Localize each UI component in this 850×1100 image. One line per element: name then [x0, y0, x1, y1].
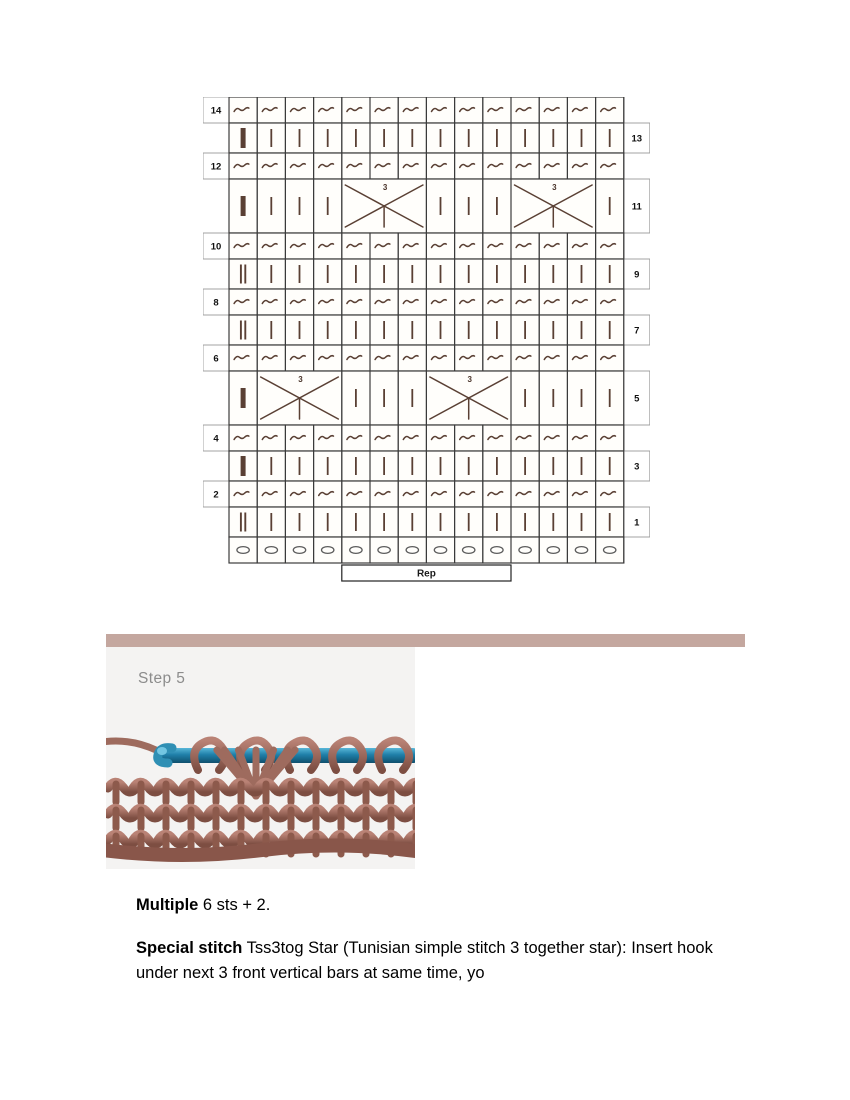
chart-row: [203, 425, 624, 451]
instructions-text: [136, 893, 756, 1004]
row-number-label: 11: [631, 201, 642, 213]
stitch-chart: [203, 97, 650, 597]
chart-row: [229, 123, 650, 153]
bold-bar-icon: [241, 196, 246, 216]
chart-row: [203, 345, 624, 371]
chart-row: [229, 259, 650, 289]
bold-bar-icon: [241, 456, 246, 476]
crochet-photo: [106, 700, 415, 869]
row-number-label: 5: [634, 393, 640, 405]
chart-row: [229, 537, 624, 563]
multiple-paragraph: [136, 893, 756, 918]
chart-row: [229, 371, 650, 425]
row-number-label: 4: [213, 433, 219, 445]
chart-row: [229, 451, 650, 481]
special-stitch-label: Special stitch: [136, 939, 243, 957]
row-number-label: 13: [631, 133, 643, 145]
step-photo-card: [106, 647, 415, 869]
star-count-label: 3: [298, 375, 303, 384]
row-number-label: 2: [213, 489, 219, 501]
step-label: Step 5: [138, 670, 186, 687]
rep-label: Rep: [416, 568, 436, 580]
bold-bar-icon: [241, 388, 246, 408]
multiple-label: Multiple: [136, 896, 199, 914]
special-stitch-paragraph: [136, 936, 756, 986]
row-number-label: 9: [634, 269, 640, 281]
rep-bracket: [342, 565, 511, 581]
row-number-label: 8: [213, 297, 219, 309]
row-number-label: 14: [210, 105, 222, 117]
chart-row: [229, 507, 650, 537]
bold-bar-icon: [241, 128, 246, 148]
row-number-label: 1: [634, 517, 640, 529]
chart-row: [229, 315, 650, 345]
chart-row: [203, 97, 624, 123]
stitch-chart-svg: [203, 97, 650, 597]
row-number-label: 6: [213, 353, 219, 365]
chart-row: [203, 153, 624, 179]
row-number-label: 7: [634, 325, 640, 337]
star-count-label: 3: [467, 375, 472, 384]
chart-row: [203, 233, 624, 259]
multiple-value: 6 sts + 2.: [198, 896, 271, 914]
chart-row: [203, 289, 624, 315]
row-number-label: 12: [210, 161, 222, 173]
star-count-label: 3: [552, 183, 557, 192]
special-stitch-value: Tss3tog Star (Tunisian simple stitch 3 together star): Insert hook under next 3 front vertical bars at same time, yo: [136, 939, 713, 982]
divider-bar: [106, 634, 745, 647]
chart-row: [203, 481, 624, 507]
row-number-label: 10: [210, 241, 222, 253]
row-number-label: 3: [634, 461, 640, 473]
chart-row: [229, 179, 650, 233]
star-count-label: 3: [382, 183, 388, 192]
